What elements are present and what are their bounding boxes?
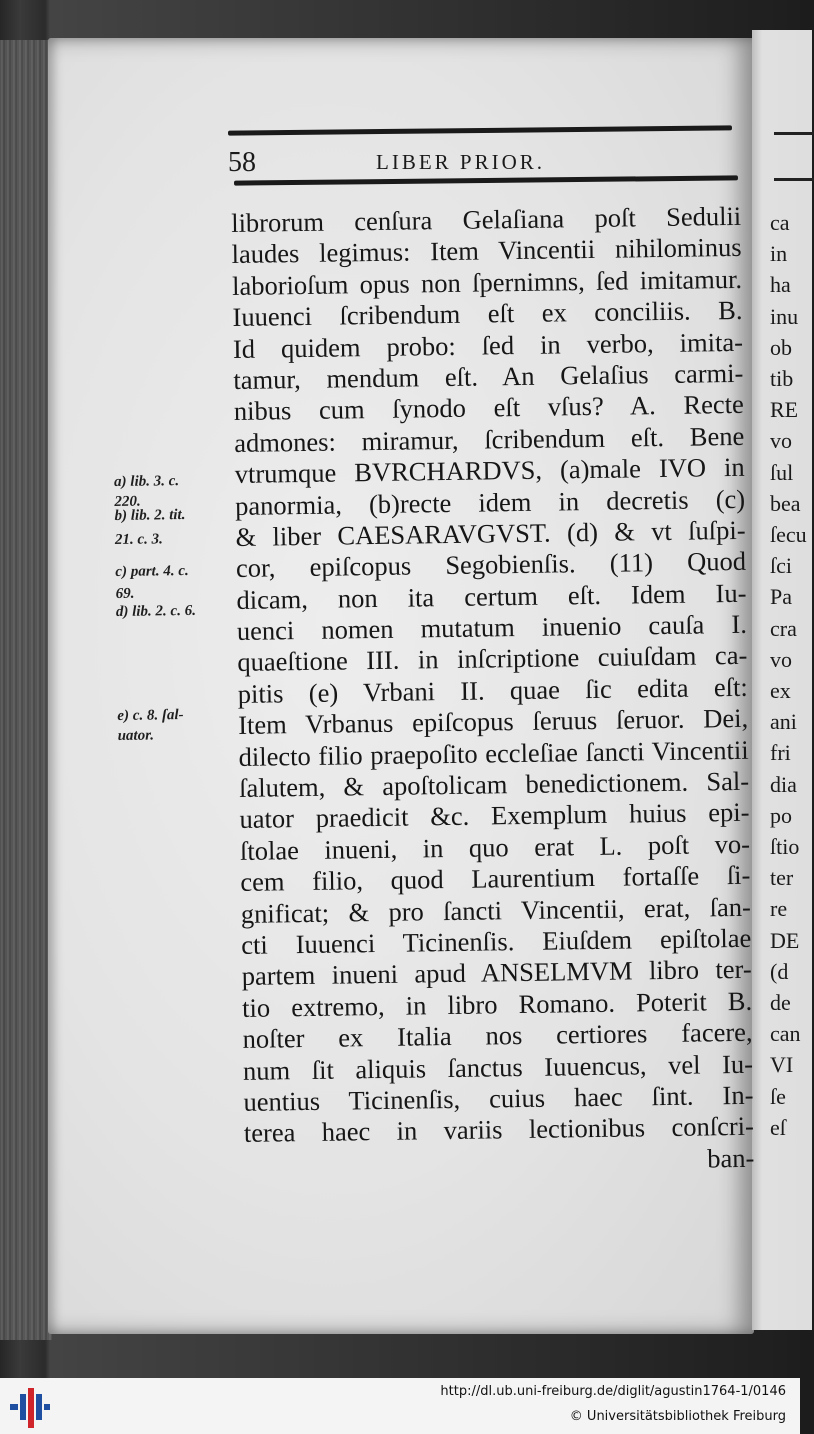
text-line: vtrumque BVRCHARDVS, (a)male IVO in [234,451,745,490]
permalink-url[interactable]: http://dl.ub.uni-freiburg.de/diglit/agustin1764-1/0146 [440,1384,786,1399]
facing-page-fragment: in [770,241,788,267]
margin-note: c) part. 4. c. [115,562,189,580]
facing-page-fragment: can [770,1021,801,1047]
text-line: uator praedicit &c. Exemplum huius epi- [239,797,750,835]
copyright-notice: © Universitätsbibliothek Freiburg [569,1409,786,1424]
facing-page-fragment: vo [770,428,792,454]
book-fore-edge [0,40,52,1340]
facing-page-fragment: DE [770,927,800,953]
margin-note: uator. [117,727,155,744]
facing-page-fragment: Pa [770,584,792,610]
facing-page-rule [774,132,814,135]
margin-note: b) lib. 2. tit. [114,507,186,524]
facing-page-fragment: ha [770,272,791,298]
text-line: quaeſtione III. in inſcriptione cuiuſdam ca- [237,640,748,678]
margin-note: a) lib. 3. c. [114,473,180,490]
text-line: librorum cenſura Gelaſiana poſt Sedulii [231,200,742,238]
facing-page-fragment: fri [770,740,791,766]
page-number: 58 [228,147,256,178]
text-line: uenci nomen mutatum inuenio cauſa I. [236,608,748,647]
facing-page-fragment: ter [770,865,794,891]
text-line: & liber CAESARAVGVST. (d) & vt ſuſpi- [235,514,746,552]
text-line: Iuuenci ſcribendum eſt ex conciliis. B. [232,295,743,333]
text-line: nibus cum ſynodo eſt vſus? A. Recte [233,389,744,427]
text-line: cem filio, quod Laurentium fortaſſe ſi- [240,860,751,898]
text-line: num ſit aliquis ſanctus Iuuencus, vel Iu- [242,1048,754,1086]
facing-page-edge [752,30,812,1330]
facing-page-fragment: tib [770,366,794,391]
text-line: tamur, mendum eſt. An Gelaſius carmi- [233,357,744,395]
facing-page-fragment: ani [770,709,797,735]
facing-page-fragment: dia [770,771,797,797]
margin-note: 220. [114,493,141,510]
facing-page-fragment: ob [770,334,792,360]
body-text [231,201,755,1181]
facing-page-fragment: (d [770,958,789,984]
running-head: LIBER PRIOR. [376,150,546,174]
text-line: Item Vrbanus epiſcopus ſeruus ſeruor. Dei, [238,703,749,741]
facing-page-fragment: inu [770,303,799,329]
text-line: uentius Ticinenſis, cuius haec ſint. In- [243,1079,754,1117]
margin-note: 69. [115,585,135,602]
text-line: noſter ex Italia nos certiores facere, [242,1016,753,1055]
facing-page-fragment: ca [770,210,790,235]
margin-note: 21. c. 3. [114,531,163,548]
text-line: ſtolae inueni, in quo erat L. poſt vo- [239,828,751,866]
text-line: admones: miramur, ſcribendum eſt. Bene [234,420,745,458]
text-line: panormia, (b)recte idem in decretis (c) [234,483,746,521]
margin-note: d) lib. 2. c. 6. [115,602,197,620]
university-library-logo-icon [10,1388,50,1428]
facing-page-fragment: re [770,896,788,922]
catchword: ban- [707,1142,755,1174]
text-line: ſalutem, & apoſtolicam benedictionem. Sal- [238,765,750,803]
facing-page-fragment: ſe [770,1083,786,1109]
facing-page-fragment: ex [770,678,791,703]
facing-page-fragment: cra [770,615,797,641]
text-line: cor, epiſcopus Segobienſis. (11) Quod [235,546,747,584]
text-line: cti Iuuenci Ticinenſis. Eiuſdem epiſtolae [241,922,752,960]
text-line: laudes legimus: Item Vincentii nihilominus [231,232,742,270]
facing-page-fragment: RE [770,397,799,423]
text-line: partem inueni apud ANSELMVM libro ter- [241,954,752,992]
facing-page-rule [774,178,814,181]
facing-page-fragment: bea [770,490,801,516]
text-line: Id quidem probo: ſed in verbo, imita- [232,326,744,364]
text-line: gnificat; & pro ſancti Vincentii, erat, ſan- [240,891,752,929]
facing-page-fragment: ſci [770,553,792,579]
facing-page-fragment: eſ [770,1114,786,1140]
facing-page-fragment: vo [770,646,792,672]
text-line: pitis (e) Vrbani II. quae ſic edita eſt: [237,671,748,709]
text-line: laborioſum opus non ſpernimns, ſed imitamur. [231,263,743,301]
text-line: tio extremo, in libro Romano. Poterit B. [241,985,753,1023]
viewer-footer [0,1378,800,1434]
text-line: dicam, non ita certum eſt. Idem Iu- [236,577,747,615]
text-line: dilecto filio praepoſito eccleſiae ſancti Vincentii [238,734,749,772]
margin-note: e) c. 8. ſal- [117,707,184,724]
facing-page-fragment: po [770,802,792,828]
facing-page-fragment: VI [770,1052,794,1078]
facing-page-fragment: de [770,990,791,1015]
facing-page-fragment: ſecu [770,522,807,547]
facing-page-fragment: ſtio [770,834,800,859]
text-line: terea haec in variis lectionibus conſcri- [243,1111,755,1149]
facing-page-fragment: ſul [770,459,794,485]
